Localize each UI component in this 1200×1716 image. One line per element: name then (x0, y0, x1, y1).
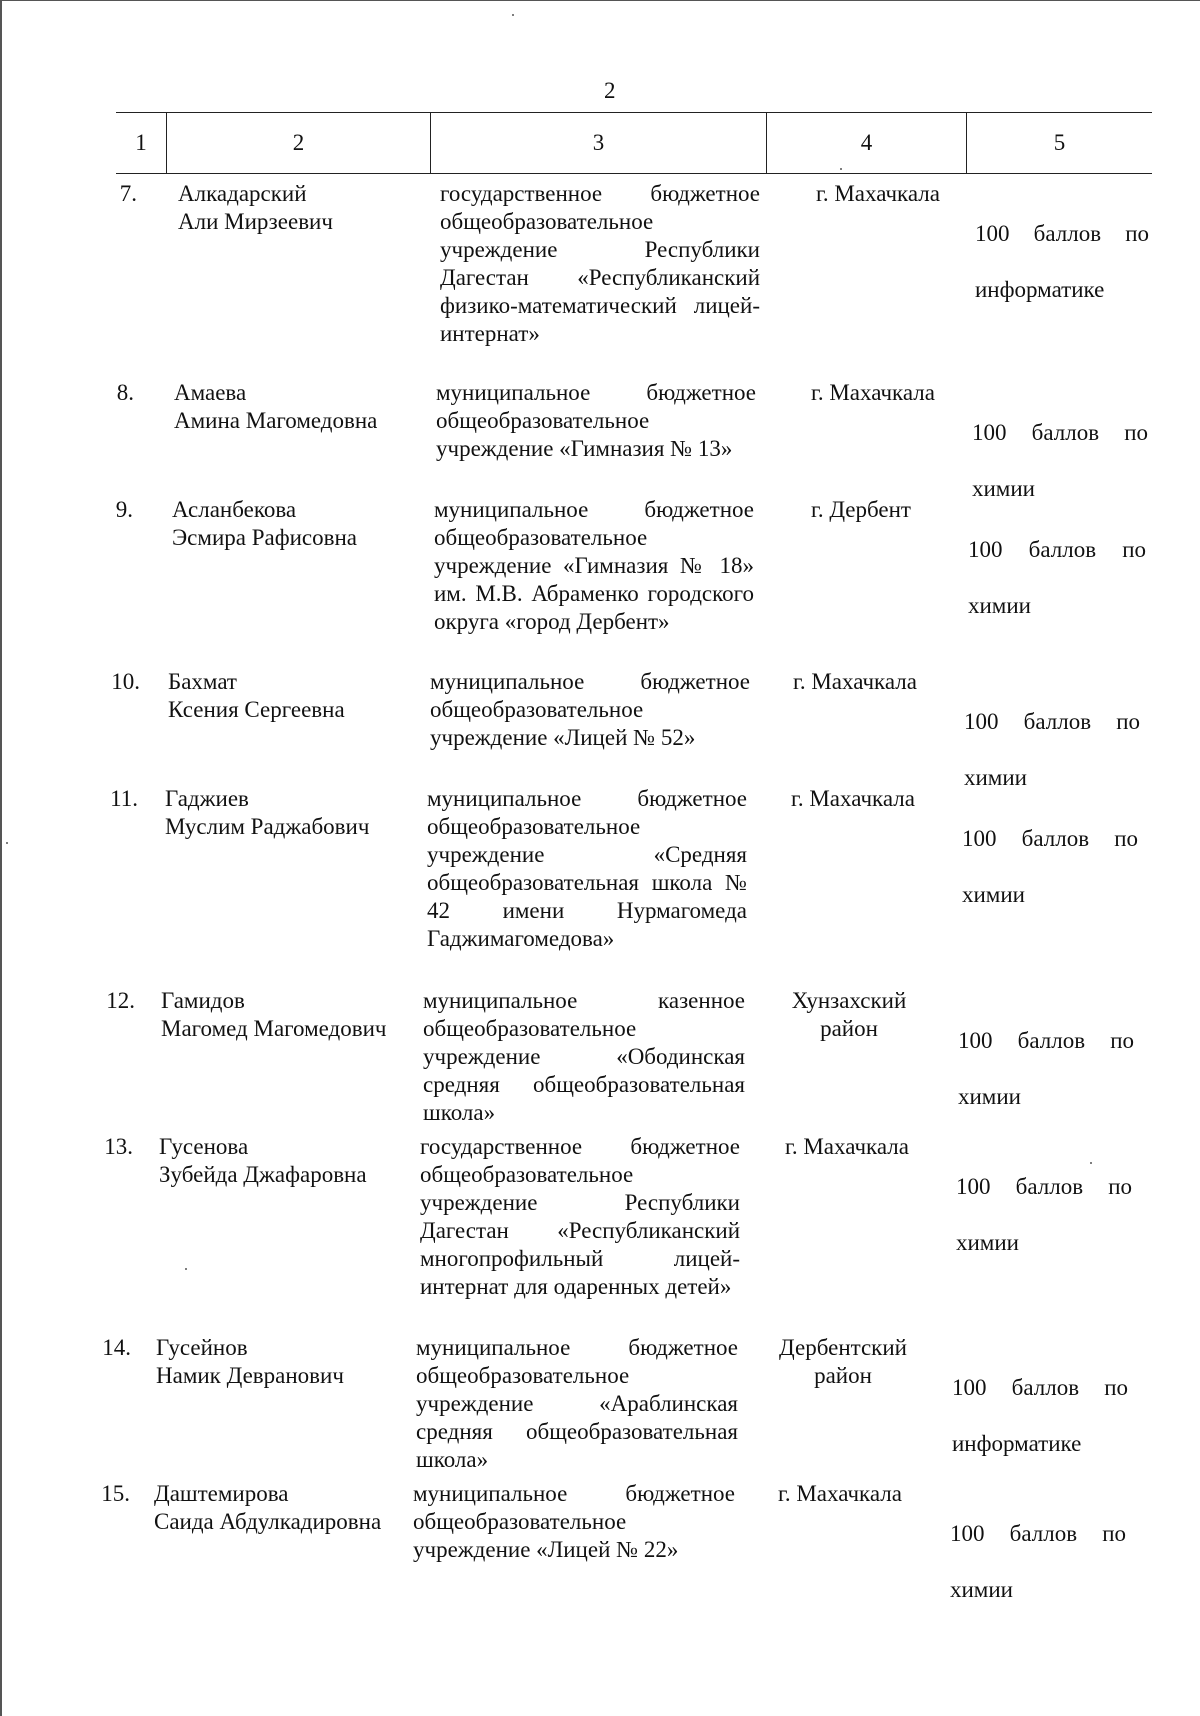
row-number: 7. (119, 181, 137, 206)
result-score: 100 (956, 1174, 991, 1199)
student-name: Гусенова Зубейда Джафаровна (159, 1134, 367, 1187)
result-subject: химии (964, 765, 1027, 790)
result-subject: химии (968, 593, 1031, 618)
result-by-word: по (1125, 221, 1149, 246)
result-score: 100 (975, 221, 1010, 246)
institution-name: муниципальное бюджетное общеобразовательное учреждение «Араблинская средняя общеобразовательная школа» (416, 1335, 738, 1472)
row-number: 9. (115, 497, 133, 522)
exam-result (952, 1346, 1128, 1486)
student-name: Асланбекова Эсмира Рафисовна (172, 497, 358, 550)
result-score: 100 (952, 1375, 987, 1400)
result-points-word: баллов (1017, 1028, 1086, 1053)
result-subject: химии (972, 476, 1035, 501)
result-subject: информатике (952, 1431, 1082, 1456)
exam-result (958, 999, 1134, 1139)
student-name: Гаджиев Муслим Раджабович (165, 786, 370, 839)
result-by-word: по (1104, 1375, 1128, 1400)
location: Хунзахский район (791, 988, 907, 1041)
scan-speck (185, 1268, 187, 1270)
result-points-word: баллов (1033, 221, 1102, 246)
result-points-word: баллов (1028, 537, 1097, 562)
row-number: 8. (116, 380, 134, 405)
location: г. Дербент (811, 497, 911, 522)
student-name: Гусейнов Намик Девранович (156, 1335, 344, 1388)
location: г. Махачкала (791, 786, 915, 811)
result-by-word: по (1122, 537, 1146, 562)
result-score: 100 (972, 420, 1007, 445)
header-col-3: 3 (430, 113, 766, 173)
result-score: 100 (968, 537, 1003, 562)
result-points-word: баллов (1023, 709, 1092, 734)
institution-name: муниципальное бюджетное общеобразовательное учреждение «Гимназия № 13» (436, 380, 756, 461)
location: Дербентский район (779, 1335, 907, 1388)
result-points-word: баллов (1009, 1521, 1078, 1546)
result-by-word: по (1110, 1028, 1134, 1053)
result-by-word: по (1116, 709, 1140, 734)
header-col-2: 2 (166, 113, 430, 173)
row-number: 11. (110, 786, 138, 811)
location: г. Махачкала (816, 181, 940, 206)
institution-name: муниципальное бюджетное общеобразовательное учреждение «Гимназия № 18» им. М.В. Абраменко городского округа «город Дербент» (434, 497, 754, 634)
result-subject: химии (950, 1577, 1013, 1602)
exam-result (962, 797, 1138, 937)
result-points-word: баллов (1011, 1375, 1080, 1400)
result-score: 100 (962, 826, 997, 851)
scan-speck (512, 14, 514, 16)
row-number: 14. (102, 1335, 131, 1360)
student-name: Бахмат Ксения Сергеевна (168, 669, 345, 722)
scan-speck (6, 842, 8, 844)
exam-result (950, 1492, 1126, 1632)
institution-name: муниципальное бюджетное общеобразовательное учреждение «Лицей № 22» (413, 1481, 735, 1562)
result-points-word: баллов (1021, 826, 1090, 851)
row-number: 13. (104, 1134, 133, 1159)
location: г. Махачкала (778, 1481, 902, 1506)
row-number: 10. (111, 669, 140, 694)
institution-name: муниципальное казенное общеобразовательное учреждение «Ободинская средняя общеобразовательная школа» (423, 988, 745, 1125)
scan-speck (1090, 1162, 1092, 1164)
result-score: 100 (958, 1028, 993, 1053)
student-name: Алкадарский Али Мирзеевич (178, 181, 333, 234)
page-number: 2 (604, 78, 616, 103)
row-number: 12. (106, 988, 135, 1013)
exam-result (968, 508, 1146, 648)
result-subject: информатике (975, 277, 1105, 302)
student-name: Гамидов Магомед Магомедович (161, 988, 387, 1041)
institution-name: государственное бюджетное общеобразовательное учреждение Республики Дагестан «Республиканский физико-математический лицей-интернат» (440, 181, 760, 346)
institution-name: муниципальное бюджетное общеобразовательное учреждение «Лицей № 52» (430, 669, 750, 750)
result-subject: химии (956, 1230, 1019, 1255)
scan-speck (840, 168, 842, 170)
location: г. Махачкала (785, 1134, 909, 1159)
exam-result (975, 192, 1149, 332)
row-number: 15. (101, 1481, 130, 1506)
institution-name: государственное бюджетное общеобразовательное учреждение Республики Дагестан «Республиканский многопрофильный лицей-интернат для одаренных детей» (420, 1134, 740, 1299)
exam-result (956, 1145, 1132, 1285)
student-name: Даштемирова Саида Абдулкадировна (154, 1481, 382, 1534)
header-col-1: 1 (135, 130, 147, 155)
result-points-word: баллов (1015, 1174, 1084, 1199)
result-by-word: по (1114, 826, 1138, 851)
institution-name: муниципальное бюджетное общеобразовательное учреждение «Средняя общеобразовательная школа № 42 имени Нурмагомеда Гаджимагомедова» (427, 786, 747, 951)
header-col-4: 4 (766, 113, 966, 173)
result-subject: химии (958, 1084, 1021, 1109)
header-col-5: 5 (966, 113, 1152, 173)
result-score: 100 (964, 709, 999, 734)
location: г. Махачкала (793, 669, 917, 694)
result-subject: химии (962, 882, 1025, 907)
result-by-word: по (1108, 1174, 1132, 1199)
result-points-word: баллов (1031, 420, 1100, 445)
location: г. Махачкала (811, 380, 935, 405)
student-name: Амаева Амина Магомедовна (174, 380, 378, 433)
result-by-word: по (1102, 1521, 1126, 1546)
result-score: 100 (950, 1521, 985, 1546)
result-by-word: по (1124, 420, 1148, 445)
